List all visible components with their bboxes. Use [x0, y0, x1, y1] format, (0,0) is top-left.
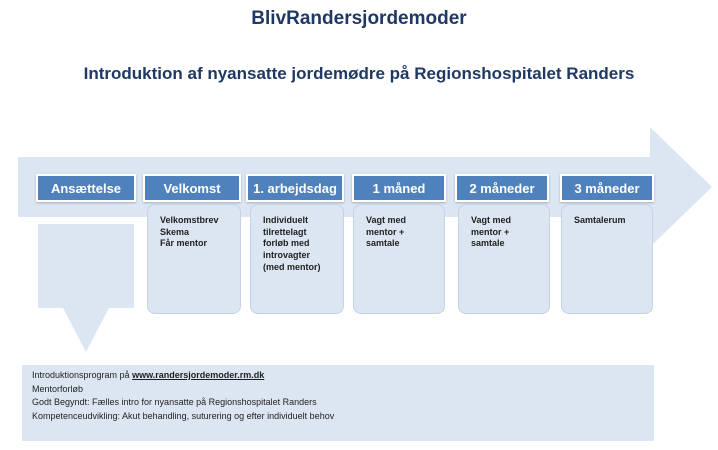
card-line: Velkomstbrev	[160, 215, 219, 225]
card-1-arbejdsdag	[250, 204, 344, 314]
card-line: mentor +	[366, 226, 405, 237]
info-line-program	[32, 369, 644, 383]
info-program-label: Introduktionsprogram på	[32, 370, 133, 380]
info-line-kompetence: Kompetenceudvikling: Akut behandling, suturering og efter individuelt behov	[32, 410, 335, 421]
info-line-godt-begyndt: Godt Begyndt: Fælles intro for nyansatte på Regionshospitalet Randers	[32, 397, 317, 407]
card-line: (med mentor)	[263, 261, 321, 272]
down-arrow-shaft	[38, 224, 134, 308]
card-line: samtale	[471, 238, 505, 249]
card-line: Samtalerum	[574, 215, 626, 225]
page-title: BlivRandersjordemoder	[251, 8, 467, 29]
card-3-maaneder	[561, 204, 653, 314]
card-line: mentor +	[471, 226, 510, 237]
step-ansaettelse: Ansættelse	[36, 174, 136, 202]
page-subtitle: Introduktion af nyansatte jordemødre på Regionshospitalet Randers	[83, 64, 635, 83]
card-line: Individuelt	[263, 215, 308, 225]
info-box	[22, 365, 654, 441]
card-velkomst	[147, 204, 241, 314]
card-2-maaneder	[458, 204, 550, 314]
card-line: samtale	[366, 238, 400, 249]
step-velkomst: Velkomst	[143, 174, 241, 202]
card-line: Vagt med	[366, 215, 407, 225]
website-link[interactable]: www.randersjordemoder.rm.dk	[132, 370, 265, 380]
card-line: forløb med	[263, 238, 310, 249]
card-line: Vagt med	[471, 215, 512, 225]
step-1-maaned: 1 måned	[352, 174, 446, 202]
step-1-arbejdsdag: 1. arbejdsdag	[246, 174, 344, 202]
card-line: tilrettelagt	[263, 226, 307, 237]
step-2-maaneder: 2 måneder	[455, 174, 549, 202]
info-line-mentor: Mentorforløb	[32, 383, 84, 394]
down-arrow-head	[62, 306, 110, 352]
card-1-maaned	[353, 204, 445, 314]
card-line: Får mentor	[160, 238, 208, 249]
card-line: introvagter	[263, 250, 311, 261]
card-line: Skema	[160, 226, 190, 237]
step-3-maaneder: 3 måneder	[560, 174, 654, 202]
